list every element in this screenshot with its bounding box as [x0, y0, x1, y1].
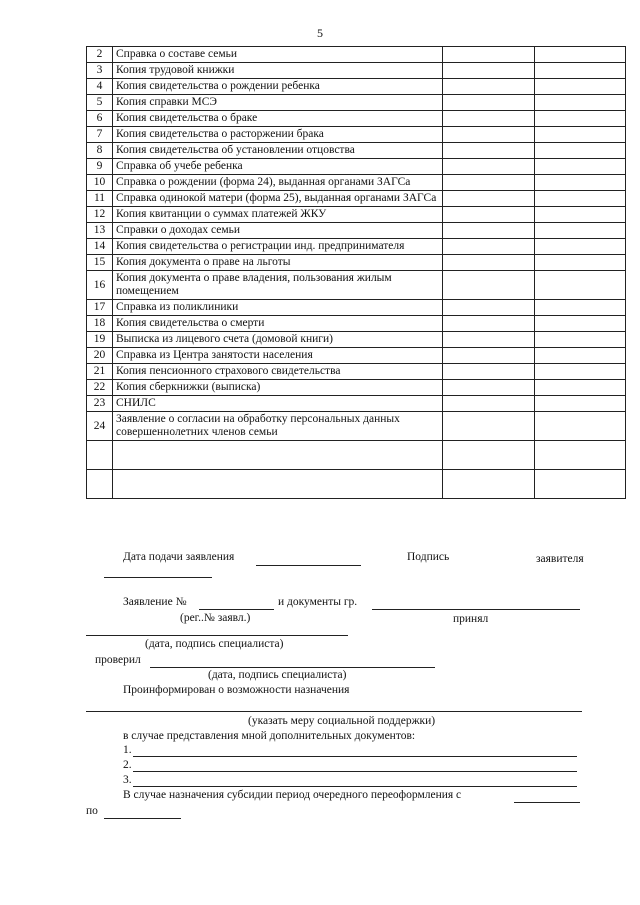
note-cell[interactable]: [535, 300, 626, 316]
subsidy-period-to-label: по: [86, 805, 98, 817]
mark-cell[interactable]: [443, 364, 535, 380]
subsidy-period-label: В случае назначения субсидии период очередного переоформления с: [123, 789, 462, 801]
additional-item-1-field[interactable]: [133, 756, 577, 757]
additional-item-3-field[interactable]: [133, 786, 577, 787]
note-cell[interactable]: [535, 348, 626, 364]
mark-cell[interactable]: [443, 412, 535, 441]
additional-item-1-label: 1.: [123, 744, 132, 756]
row-number: 13: [87, 223, 113, 239]
document-name: Справка о рождении (форма 24), выданная органами ЗАГСа: [113, 175, 443, 191]
applicant-signature-field[interactable]: [104, 577, 212, 578]
mark-cell[interactable]: [443, 348, 535, 364]
additional-item-2-field[interactable]: [133, 771, 577, 772]
mark-cell[interactable]: [443, 191, 535, 207]
row-number: 8: [87, 143, 113, 159]
document-name: Копия трудовой книжки: [113, 63, 443, 79]
specialist-caption-1: (дата, подпись специалиста): [145, 638, 284, 650]
mark-cell[interactable]: [443, 175, 535, 191]
accepted-by-field[interactable]: [86, 635, 348, 636]
note-cell[interactable]: [535, 63, 626, 79]
application-number-field[interactable]: [199, 609, 274, 610]
applicant-label: заявителя: [536, 553, 584, 565]
table-row: [87, 332, 626, 348]
submission-date-label: Дата подачи заявления: [123, 551, 235, 563]
documents-from-label: и документы гр.: [278, 596, 358, 608]
row-number: 20: [87, 348, 113, 364]
table-row: [87, 316, 626, 332]
mark-cell[interactable]: [443, 143, 535, 159]
additional-item-3-label: 3.: [123, 774, 132, 786]
mark-cell[interactable]: [443, 316, 535, 332]
table-row: [87, 159, 626, 175]
note-cell[interactable]: [535, 271, 626, 300]
document-name: Копия документа о праве на льготы: [113, 255, 443, 271]
row-number: 3: [87, 63, 113, 79]
signature-label: Подпись: [407, 551, 450, 563]
document-name: Копия свидетельства о рождении ребенка: [113, 79, 443, 95]
registration-number-caption: (рег..№ заявл.): [180, 612, 251, 624]
document-name: Копия документа о праве владения, пользования жилым помещением: [113, 271, 443, 300]
mark-cell[interactable]: [443, 111, 535, 127]
mark-cell[interactable]: [443, 300, 535, 316]
table-row: [87, 95, 626, 111]
table-row: [87, 300, 626, 316]
row-number: 6: [87, 111, 113, 127]
mark-cell[interactable]: [443, 271, 535, 300]
table-row: [87, 239, 626, 255]
checked-by-field[interactable]: [150, 667, 435, 668]
row-number: 21: [87, 364, 113, 380]
note-cell[interactable]: [535, 316, 626, 332]
note-cell[interactable]: [535, 191, 626, 207]
table-row: [87, 271, 626, 300]
support-measure-field[interactable]: [86, 711, 582, 712]
note-cell[interactable]: [535, 255, 626, 271]
note-cell[interactable]: [535, 127, 626, 143]
table-row-empty: [87, 470, 626, 499]
table-row: [87, 223, 626, 239]
citizen-name-field[interactable]: [372, 609, 580, 610]
mark-cell[interactable]: [443, 79, 535, 95]
document-name: Копия свидетельства о смерти: [113, 316, 443, 332]
mark-cell[interactable]: [443, 159, 535, 175]
row-number: 12: [87, 207, 113, 223]
mark-cell[interactable]: [443, 95, 535, 111]
table-row: [87, 191, 626, 207]
note-cell[interactable]: [535, 111, 626, 127]
table-row: [87, 143, 626, 159]
document-name: Выписка из лицевого счета (домовой книги): [113, 332, 443, 348]
mark-cell[interactable]: [443, 396, 535, 412]
note-cell[interactable]: [535, 223, 626, 239]
document-name: Справка одинокой матери (форма 25), выданная органами ЗАГСа: [113, 191, 443, 207]
table-row-empty: [87, 441, 626, 470]
note-cell[interactable]: [535, 47, 626, 63]
row-number: 17: [87, 300, 113, 316]
document-name: Заявление о согласии на обработку персональных данных совершеннолетних членов семьи: [113, 412, 443, 441]
note-cell[interactable]: [535, 143, 626, 159]
table-row: [87, 207, 626, 223]
document-name: Справки о доходах семьи: [113, 223, 443, 239]
subsidy-period-from-field[interactable]: [514, 802, 580, 803]
table-row: [87, 111, 626, 127]
table-row: [87, 396, 626, 412]
table-row: [87, 255, 626, 271]
note-cell[interactable]: [535, 159, 626, 175]
row-number: 22: [87, 380, 113, 396]
additional-documents-label: в случае представления мной дополнительных документов:: [123, 730, 416, 742]
note-cell[interactable]: [535, 412, 626, 441]
note-cell[interactable]: [535, 79, 626, 95]
mark-cell[interactable]: [443, 332, 535, 348]
note-cell[interactable]: [535, 396, 626, 412]
table-row: [87, 380, 626, 396]
document-name: Копия сберкнижки (выписка): [113, 380, 443, 396]
table-row: [87, 47, 626, 63]
row-number: 23: [87, 396, 113, 412]
row-number: 4: [87, 79, 113, 95]
documents-table-body: [87, 47, 626, 441]
table-row: [87, 348, 626, 364]
note-cell[interactable]: [535, 364, 626, 380]
document-name: Справка об учебе ребенка: [113, 159, 443, 175]
note-cell[interactable]: [535, 175, 626, 191]
document-name: Справка из поликлиники: [113, 300, 443, 316]
additional-item-2-label: 2.: [123, 759, 132, 771]
mark-cell[interactable]: [443, 239, 535, 255]
document-name: Копия свидетельства о браке: [113, 111, 443, 127]
documents-table: [86, 46, 626, 499]
table-row: [87, 63, 626, 79]
row-number: 2: [87, 47, 113, 63]
mark-cell[interactable]: [443, 380, 535, 396]
row-number: 9: [87, 159, 113, 175]
document-name: Копия свидетельства о регистрации инд. предпринимателя: [113, 239, 443, 255]
mark-cell[interactable]: [443, 127, 535, 143]
checked-label: проверил: [95, 654, 141, 666]
application-number-label: Заявление №: [123, 596, 187, 608]
table-row: [87, 364, 626, 380]
mark-cell[interactable]: [443, 207, 535, 223]
row-number: 5: [87, 95, 113, 111]
table-row: [87, 175, 626, 191]
document-name: СНИЛС: [113, 396, 443, 412]
document-name: Копия справки МСЭ: [113, 95, 443, 111]
row-number: 14: [87, 239, 113, 255]
mark-cell[interactable]: [443, 255, 535, 271]
specialist-caption-2: (дата, подпись специалиста): [208, 669, 347, 681]
row-number: 15: [87, 255, 113, 271]
row-number: 18: [87, 316, 113, 332]
row-number: 7: [87, 127, 113, 143]
mark-cell[interactable]: [443, 47, 535, 63]
row-number: 24: [87, 412, 113, 441]
note-cell[interactable]: [535, 207, 626, 223]
table-row: [87, 79, 626, 95]
note-cell[interactable]: [535, 380, 626, 396]
document-name: Копия пенсионного страхового свидетельства: [113, 364, 443, 380]
support-measure-caption: (указать меру социальной поддержки): [248, 715, 436, 727]
subsidy-period-to-field[interactable]: [104, 818, 181, 819]
document-name: Справка о составе семьи: [113, 47, 443, 63]
note-cell[interactable]: [535, 332, 626, 348]
note-cell[interactable]: [535, 239, 626, 255]
page-number: 5: [317, 26, 323, 40]
mark-cell[interactable]: [443, 223, 535, 239]
table-row: [87, 412, 626, 441]
submission-date-field[interactable]: [256, 565, 361, 566]
row-number: 19: [87, 332, 113, 348]
document-name: Копия свидетельства о расторжении брака: [113, 127, 443, 143]
note-cell[interactable]: [535, 95, 626, 111]
mark-cell[interactable]: [443, 63, 535, 79]
document-name: Справка из Центра занятости населения: [113, 348, 443, 364]
row-number: 10: [87, 175, 113, 191]
informed-label: Проинформирован о возможности назначения: [123, 684, 350, 696]
document-name: Копия свидетельства об установлении отцовства: [113, 143, 443, 159]
row-number: 16: [87, 271, 113, 300]
accepted-label: принял: [453, 613, 489, 625]
table-row: [87, 127, 626, 143]
row-number: 11: [87, 191, 113, 207]
document-name: Копия квитанции о суммах платежей ЖКУ: [113, 207, 443, 223]
